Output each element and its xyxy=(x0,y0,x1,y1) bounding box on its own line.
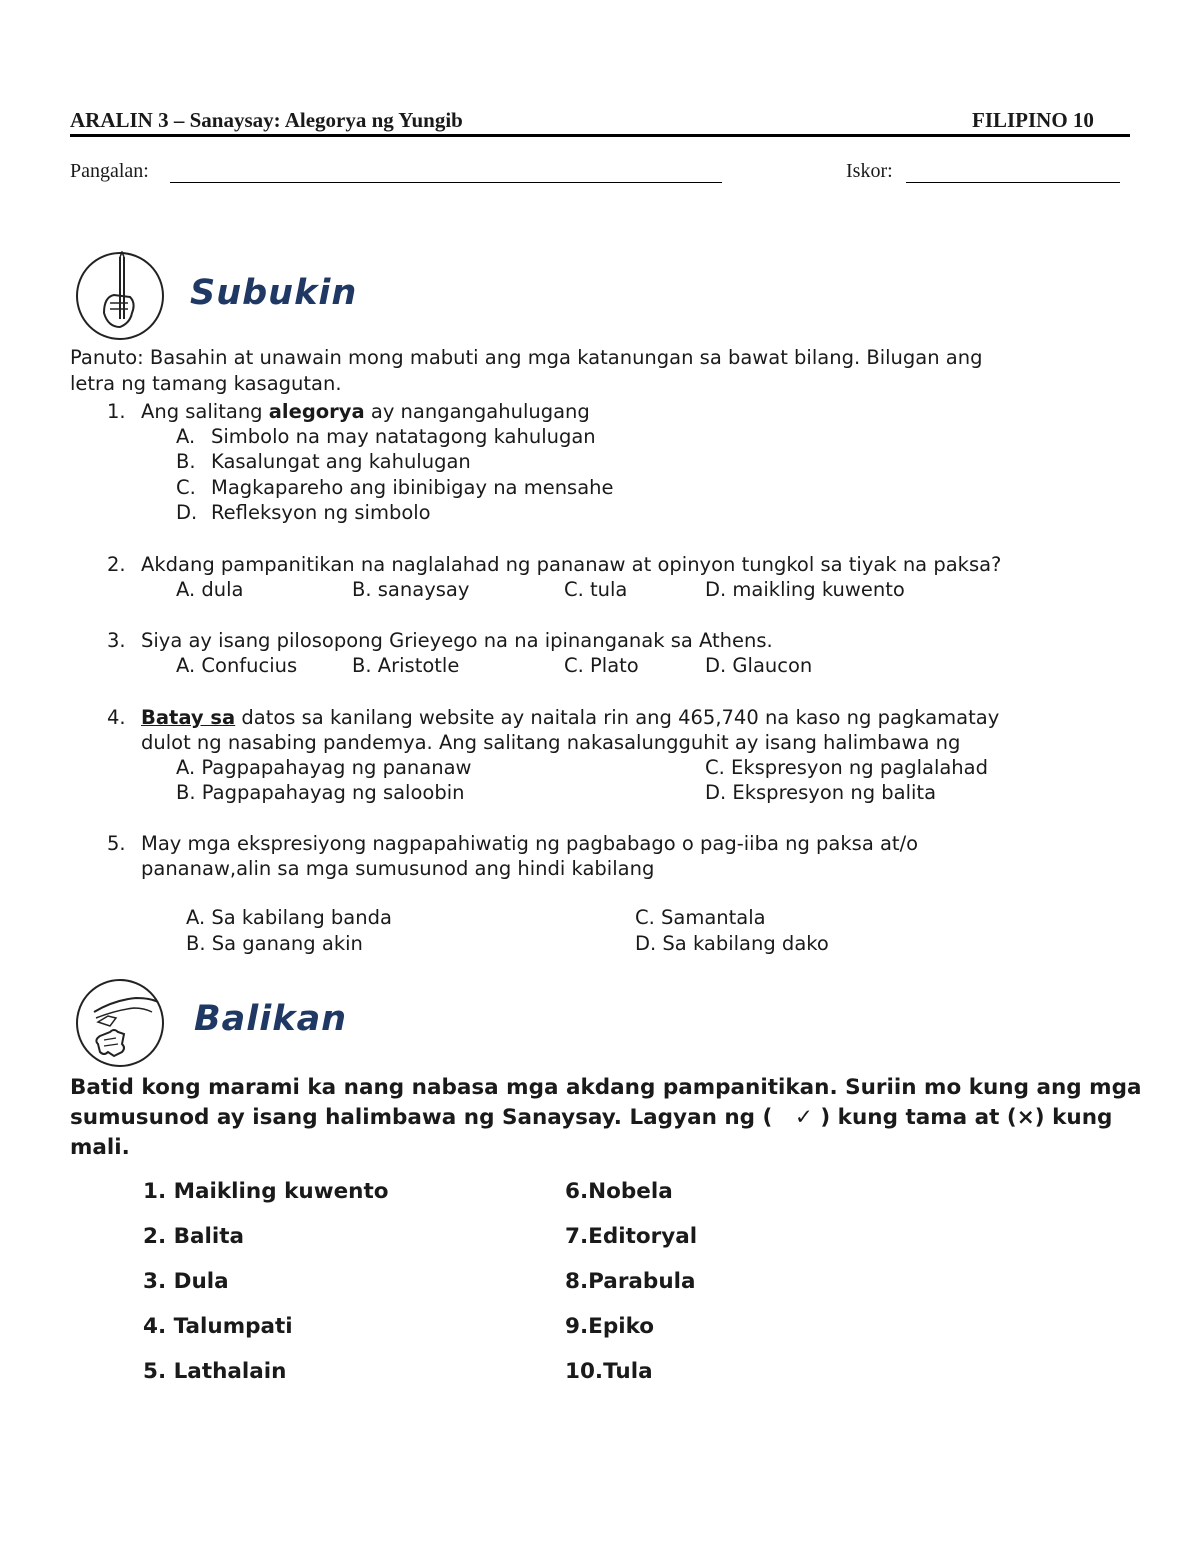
question-2-text: Akdang pampanitikan na naglalahad ng pananaw at opinyon tungkol sa tiyak na paksa? xyxy=(141,553,1002,576)
question-number: 1. xyxy=(107,400,126,423)
choice: B. Sa ganang akin xyxy=(186,932,363,955)
list-item: 7.Editoryal xyxy=(565,1224,698,1249)
list-item: 4. Talumpati xyxy=(143,1314,293,1339)
choice: B. Aristotle xyxy=(352,654,460,677)
instruction-line-2: letra ng tamang kasagutan. xyxy=(70,372,342,395)
choice: D. Glaucon xyxy=(705,654,813,677)
list-item: 3. Dula xyxy=(143,1269,229,1294)
choice: A. Confucius xyxy=(176,654,298,677)
choice: A. dula xyxy=(176,578,244,601)
header-divider xyxy=(70,134,1130,137)
choice-text: Refleksyon ng simbolo xyxy=(211,501,431,524)
choice: A. Pagpapahayag ng pananaw xyxy=(176,756,472,779)
name-label: Pangalan: xyxy=(70,160,149,182)
question-5-line-2: pananaw,alin sa mga sumusunod ang hindi kabilang xyxy=(141,857,655,880)
choice-text: Simbolo na may natatagong kahulugan xyxy=(211,425,596,448)
name-field[interactable] xyxy=(170,182,722,183)
choice: C. tula xyxy=(564,578,628,601)
balikan-title: Balikan xyxy=(194,999,348,1039)
list-item: 10.Tula xyxy=(565,1359,653,1384)
choice-letter: D. xyxy=(176,501,198,524)
question-3-text: Siya ay isang pilosopong Grieyego na na ipinanganak sa Athens. xyxy=(141,629,773,652)
question-number: 4. xyxy=(107,706,126,729)
choice-letter: B. xyxy=(176,450,196,473)
list-item: 1. Maikling kuwento xyxy=(143,1179,389,1204)
choice-text: Magkapareho ang ibinibigay na mensahe xyxy=(211,476,614,499)
question-number: 3. xyxy=(107,629,126,652)
balikan-line-3: mali. xyxy=(70,1135,130,1160)
list-item: 2. Balita xyxy=(143,1224,245,1249)
instruction-line-1: Panuto: Basahin at unawain mong mabuti ang mga katanungan sa bawat bilang. Bilugan ang xyxy=(70,346,983,369)
choice: C. Plato xyxy=(564,654,639,677)
pencil-hand-icon xyxy=(74,251,166,341)
score-field[interactable] xyxy=(906,182,1120,183)
choice-text: Kasalungat ang kahulugan xyxy=(211,450,471,473)
question-4-line-2: dulot ng nasabing pandemya. Ang salitang nakasalungguhit ay isang halimbawa ng xyxy=(141,731,961,754)
question-5-line-1: May mga ekspresiyong nagpapahiwatig ng pagbabago o pag-iiba ng paksa at/o xyxy=(141,832,919,855)
list-item: 8.Parabula xyxy=(565,1269,696,1294)
puzzle-hand-icon xyxy=(74,978,166,1068)
question-4-line-1: Batay sa datos sa kanilang website ay naitala rin ang 465,740 na kaso ng pagkamatay xyxy=(141,706,1000,729)
choice: D. maikling kuwento xyxy=(705,578,905,601)
lesson-title: ARALIN 3 – Sanaysay: Alegorya ng Yungib xyxy=(70,108,463,132)
check-icon: ✓ xyxy=(794,1105,813,1130)
choice: B. Pagpapahayag ng saloobin xyxy=(176,781,465,804)
subject-label: FILIPINO 10 xyxy=(972,108,1094,132)
choice: B. sanaysay xyxy=(352,578,470,601)
x-icon: × xyxy=(1016,1105,1035,1130)
question-number: 2. xyxy=(107,553,126,576)
list-item: 5. Lathalain xyxy=(143,1359,287,1384)
choice: C. Ekspresyon ng paglalahad xyxy=(705,756,988,779)
list-item: 9.Epiko xyxy=(565,1314,655,1339)
score-label: Iskor: xyxy=(846,160,893,182)
question-number: 5. xyxy=(107,832,126,855)
subukin-title: Subukin xyxy=(190,273,358,313)
choice-letter: A. xyxy=(176,425,196,448)
choice: D. Sa kabilang dako xyxy=(635,932,829,955)
balikan-line-1: Batid kong marami ka nang nabasa mga akdang pampanitikan. Suriin mo kung ang mga xyxy=(70,1075,1142,1100)
choice: D. Ekspresyon ng balita xyxy=(705,781,937,804)
choice: C. Samantala xyxy=(635,906,766,929)
question-1-text: Ang salitang alegorya ay nangangahulugang xyxy=(141,400,590,423)
choice: A. Sa kabilang banda xyxy=(186,906,392,929)
list-item: 6.Nobela xyxy=(565,1179,673,1204)
balikan-line-2: sumusunod ay isang halimbawa ng Sanaysay. Lagyan ng ( ✓ ) kung tama at (×) kung xyxy=(70,1105,1113,1130)
choice-letter: C. xyxy=(176,476,196,499)
